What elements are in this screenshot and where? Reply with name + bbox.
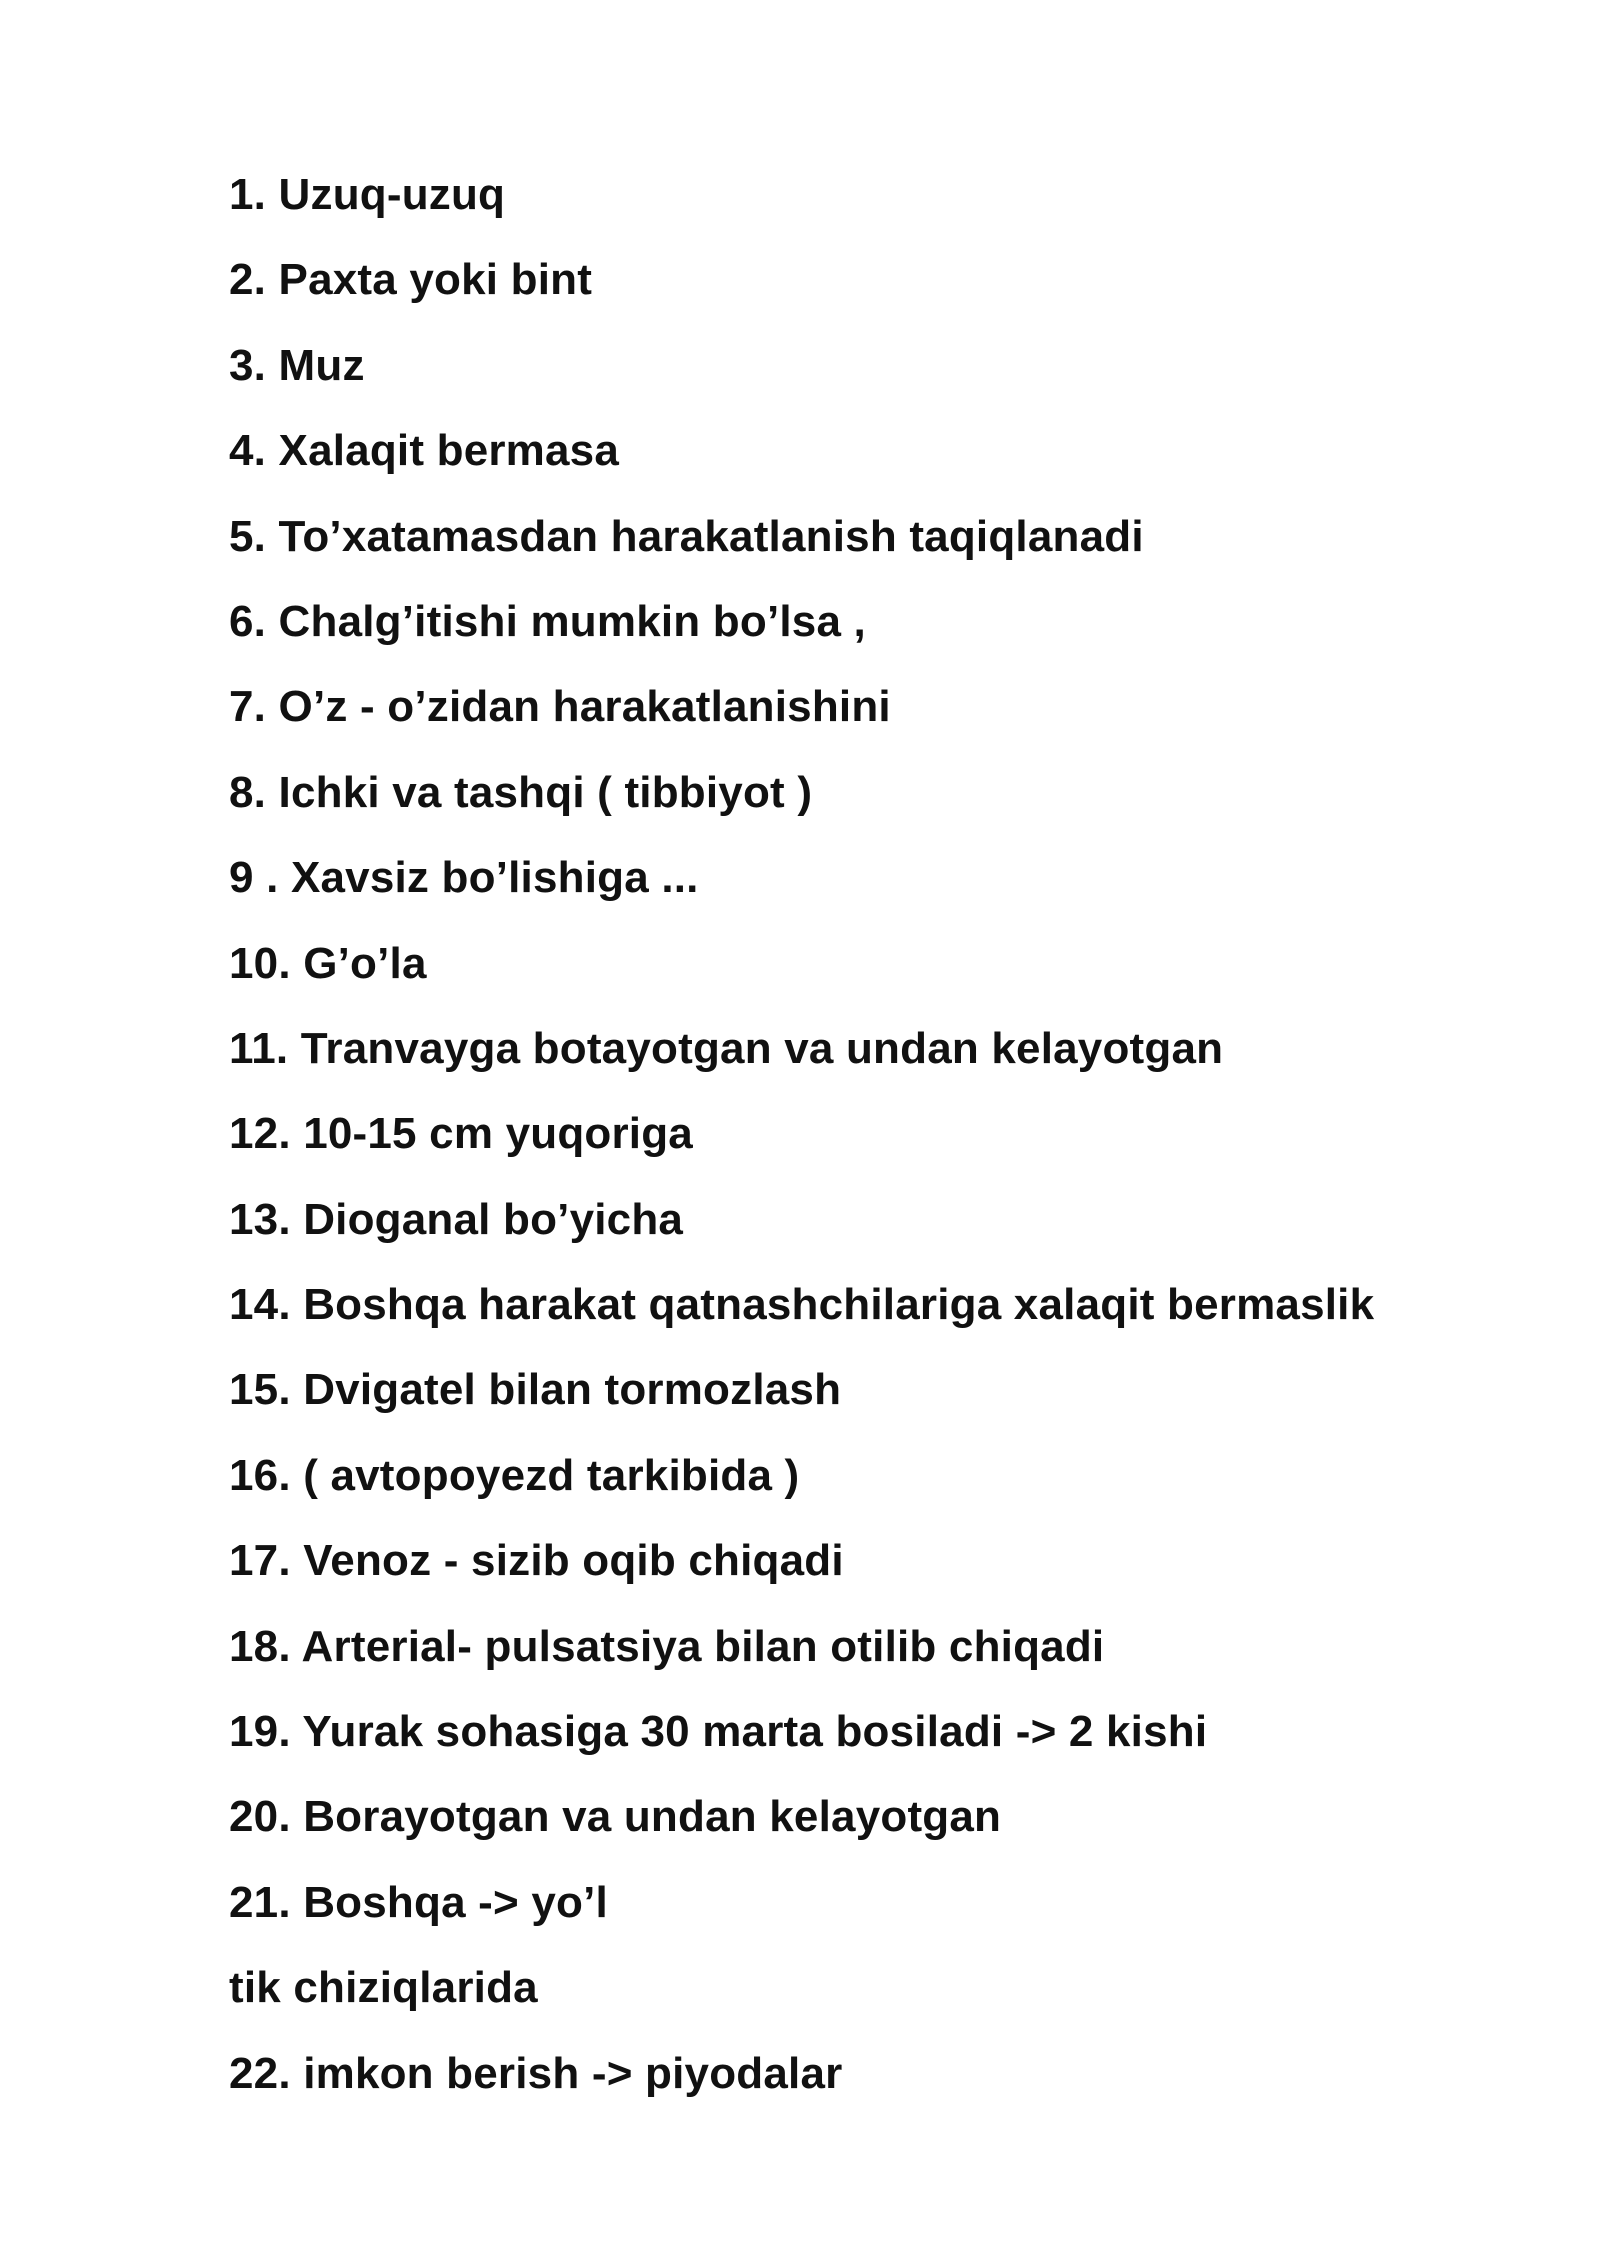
answer-line-14: 14. Boshqa harakat qatnashchilariga xalaqit bermaslik [229, 1280, 1375, 1330]
answer-line-11: 11. Tranvayga botayotgan va undan kelayotgan [229, 1023, 1224, 1073]
answer-line-3: 3. Muz [229, 340, 365, 390]
answer-line-10: 10. G’o’la [229, 938, 427, 988]
answer-line-5: 5. To’xatamasdan harakatlanish taqiqlanadi [229, 511, 1144, 561]
answer-line-12: 12. 10-15 cm yuqoriga [229, 1109, 693, 1159]
answer-line-19: 19. Yurak sohasiga 30 marta bosiladi -> 2 kishi [229, 1707, 1208, 1757]
answer-line-13: 13. Dioganal bo’yicha [229, 1194, 684, 1244]
answer-line-6: 6. Chalg’itishi mumkin bo’lsa , [229, 596, 866, 646]
answer-line-1: 1. Uzuq-uzuq [229, 170, 506, 219]
answer-line-2: 2. Paxta yoki bint [229, 255, 593, 305]
answer-line-20: 20. Borayotgan va undan kelayotgan [229, 1792, 1002, 1842]
answer-line-18: 18. Arterial- pulsatsiya bilan otilib chiqadi [229, 1621, 1105, 1671]
answer-line-22: 22. imkon berish -> piyodalar [229, 2048, 843, 2098]
answer-line-17: 17. Venoz - sizib oqib chiqadi [229, 1536, 844, 1586]
answer-line-16: 16. ( avtopoyezd tarkibida ) [229, 1450, 800, 1500]
answer-line-15: 15. Dvigatel bilan tormozlash [229, 1365, 842, 1415]
answer-line-4: 4. Xalaqit bermasa [229, 426, 620, 476]
answer-line-9: 9 . Xavsiz bo’lishiga ... [229, 853, 699, 903]
answer-line-8: 8. Ichki va tashqi ( tibbiyot ) [229, 767, 813, 817]
answer-line-21: 21. Boshqa -> yo’l [229, 1877, 608, 1927]
answer-line-7: 7. O’z - o’zidan harakatlanishini [229, 682, 891, 732]
answer-list [229, 152, 1374, 2116]
answer-line-21-continuation: tik chiziqlarida [229, 1963, 538, 2013]
